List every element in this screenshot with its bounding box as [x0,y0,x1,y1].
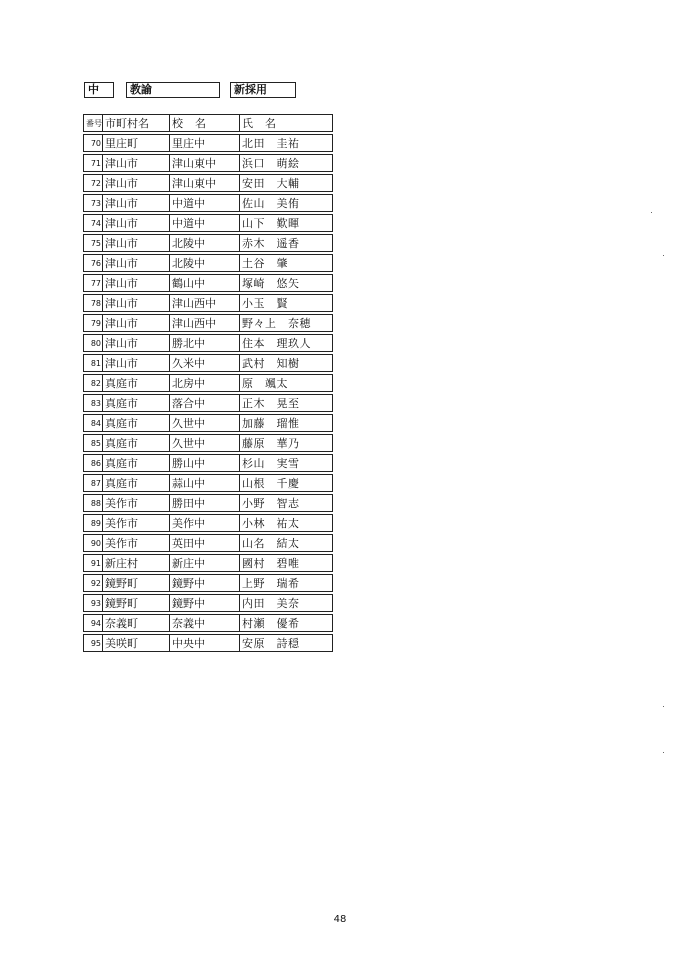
cell-school: 中央中 [170,634,240,652]
cell-name: 内田 美奈 [240,594,333,612]
cell-school: 勝田中 [170,494,240,512]
cell-name: 小野 智志 [240,494,333,512]
table-row [83,234,333,252]
cell-school: 久世中 [170,414,240,432]
table-row [83,374,333,392]
cell-name: 佐山 美侑 [240,194,333,212]
cell-name: 山下 歎暉 [240,214,333,232]
cell-name: 村瀬 優希 [240,614,333,632]
cell-city: 津山市 [103,154,170,172]
cell-number: 77 [83,274,103,292]
table-row [83,454,333,472]
cell-number: 78 [83,294,103,312]
cell-name: 安原 詩穏 [240,634,333,652]
cell-city: 津山市 [103,234,170,252]
cell-city: 真庭市 [103,394,170,412]
column-header-city: 市町村名 [103,114,170,132]
cell-city: 里庄町 [103,134,170,152]
cell-number: 76 [83,254,103,272]
cell-school: 鏡野中 [170,574,240,592]
cell-number: 91 [83,554,103,572]
school-level-box: 中 [84,82,114,98]
cell-name: 安田 大輔 [240,174,333,192]
table-row [83,274,333,292]
cell-number: 70 [83,134,103,152]
table-row [83,614,333,632]
cell-number: 87 [83,474,103,492]
table-row [83,574,333,592]
cell-school: 中道中 [170,194,240,212]
cell-name: 浜口 萌絵 [240,154,333,172]
cell-school: 津山西中 [170,294,240,312]
cell-name: 山名 結太 [240,534,333,552]
table-row [83,514,333,532]
cell-city: 真庭市 [103,474,170,492]
table-row [83,414,333,432]
table-row [83,194,333,212]
cell-city: 津山市 [103,174,170,192]
cell-school: 久世中 [170,434,240,452]
cell-school: 奈義中 [170,614,240,632]
cell-city: 真庭市 [103,454,170,472]
roster-table [83,112,333,654]
cell-name: 原 颯太 [240,374,333,392]
column-header-name: 氏 名 [240,114,333,132]
cell-number: 85 [83,434,103,452]
table-row [83,294,333,312]
cell-city: 美作市 [103,514,170,532]
table-row [83,394,333,412]
scan-speck [651,212,652,213]
table-row [83,334,333,352]
cell-school: 鏡野中 [170,594,240,612]
cell-number: 83 [83,394,103,412]
cell-school: 津山西中 [170,314,240,332]
table-row [83,174,333,192]
table-row [83,594,333,612]
cell-number: 72 [83,174,103,192]
cell-name: 武村 知樹 [240,354,333,372]
cell-city: 美作市 [103,494,170,512]
table-row [83,214,333,232]
cell-school: 勝山中 [170,454,240,472]
cell-school: 中道中 [170,214,240,232]
cell-school: 北陵中 [170,254,240,272]
cell-number: 81 [83,354,103,372]
cell-number: 88 [83,494,103,512]
table-row [83,634,333,652]
scan-speck [663,752,664,753]
cell-school: 津山東中 [170,174,240,192]
cell-name: 赤木 遥香 [240,234,333,252]
cell-school: 北陵中 [170,234,240,252]
cell-number: 82 [83,374,103,392]
header-row [83,114,333,132]
table-row [83,474,333,492]
cell-number: 73 [83,194,103,212]
cell-number: 92 [83,574,103,592]
column-header-number: 番号 [83,114,103,132]
hire-type-box: 新採用 [230,82,296,98]
table-row [83,354,333,372]
column-header-school: 校 名 [170,114,240,132]
cell-city: 津山市 [103,214,170,232]
cell-name: 上野 瑞希 [240,574,333,592]
cell-city: 鏡野町 [103,594,170,612]
cell-name: 小玉 賢 [240,294,333,312]
cell-city: 津山市 [103,254,170,272]
cell-city: 美咲町 [103,634,170,652]
cell-number: 75 [83,234,103,252]
cell-number: 95 [83,634,103,652]
cell-number: 79 [83,314,103,332]
cell-number: 90 [83,534,103,552]
cell-name: 山根 千慶 [240,474,333,492]
cell-city: 津山市 [103,194,170,212]
cell-city: 真庭市 [103,374,170,392]
cell-name: 杉山 実雪 [240,454,333,472]
cell-city: 津山市 [103,354,170,372]
cell-city: 鏡野町 [103,574,170,592]
cell-school: 勝北中 [170,334,240,352]
cell-number: 93 [83,594,103,612]
cell-school: 鶴山中 [170,274,240,292]
cell-city: 新庄村 [103,554,170,572]
table-row [83,134,333,152]
cell-name: 國村 碧唯 [240,554,333,572]
cell-name: 土谷 肇 [240,254,333,272]
table-row [83,254,333,272]
cell-school: 美作中 [170,514,240,532]
cell-number: 86 [83,454,103,472]
cell-name: 北田 圭祐 [240,134,333,152]
cell-name: 塚崎 悠矢 [240,274,333,292]
cell-school: 新庄中 [170,554,240,572]
cell-name: 藤原 華乃 [240,434,333,452]
cell-name: 小林 祐太 [240,514,333,532]
table-row [83,534,333,552]
scan-speck [663,255,664,256]
cell-school: 蒜山中 [170,474,240,492]
cell-city: 真庭市 [103,414,170,432]
cell-city: 津山市 [103,294,170,312]
cell-number: 89 [83,514,103,532]
cell-name: 加藤 瑠惟 [240,414,333,432]
page-number: 48 [333,914,347,925]
cell-name: 野々上 奈穂 [240,314,333,332]
table-row [83,434,333,452]
roster-body [83,134,333,652]
cell-city: 津山市 [103,314,170,332]
cell-number: 84 [83,414,103,432]
scan-speck [663,706,664,707]
cell-number: 74 [83,214,103,232]
cell-school: 落合中 [170,394,240,412]
cell-number: 71 [83,154,103,172]
cell-city: 美作市 [103,534,170,552]
cell-school: 北房中 [170,374,240,392]
cell-number: 94 [83,614,103,632]
cell-school: 久米中 [170,354,240,372]
position-box: 教諭 [126,82,220,98]
table-row [83,554,333,572]
cell-city: 奈義町 [103,614,170,632]
table-row [83,314,333,332]
table-row [83,154,333,172]
cell-city: 津山市 [103,334,170,352]
cell-school: 里庄中 [170,134,240,152]
cell-school: 津山東中 [170,154,240,172]
cell-number: 80 [83,334,103,352]
table-row [83,494,333,512]
cell-school: 英田中 [170,534,240,552]
cell-city: 津山市 [103,274,170,292]
cell-name: 住本 理玖人 [240,334,333,352]
cell-name: 正木 晃至 [240,394,333,412]
cell-city: 真庭市 [103,434,170,452]
